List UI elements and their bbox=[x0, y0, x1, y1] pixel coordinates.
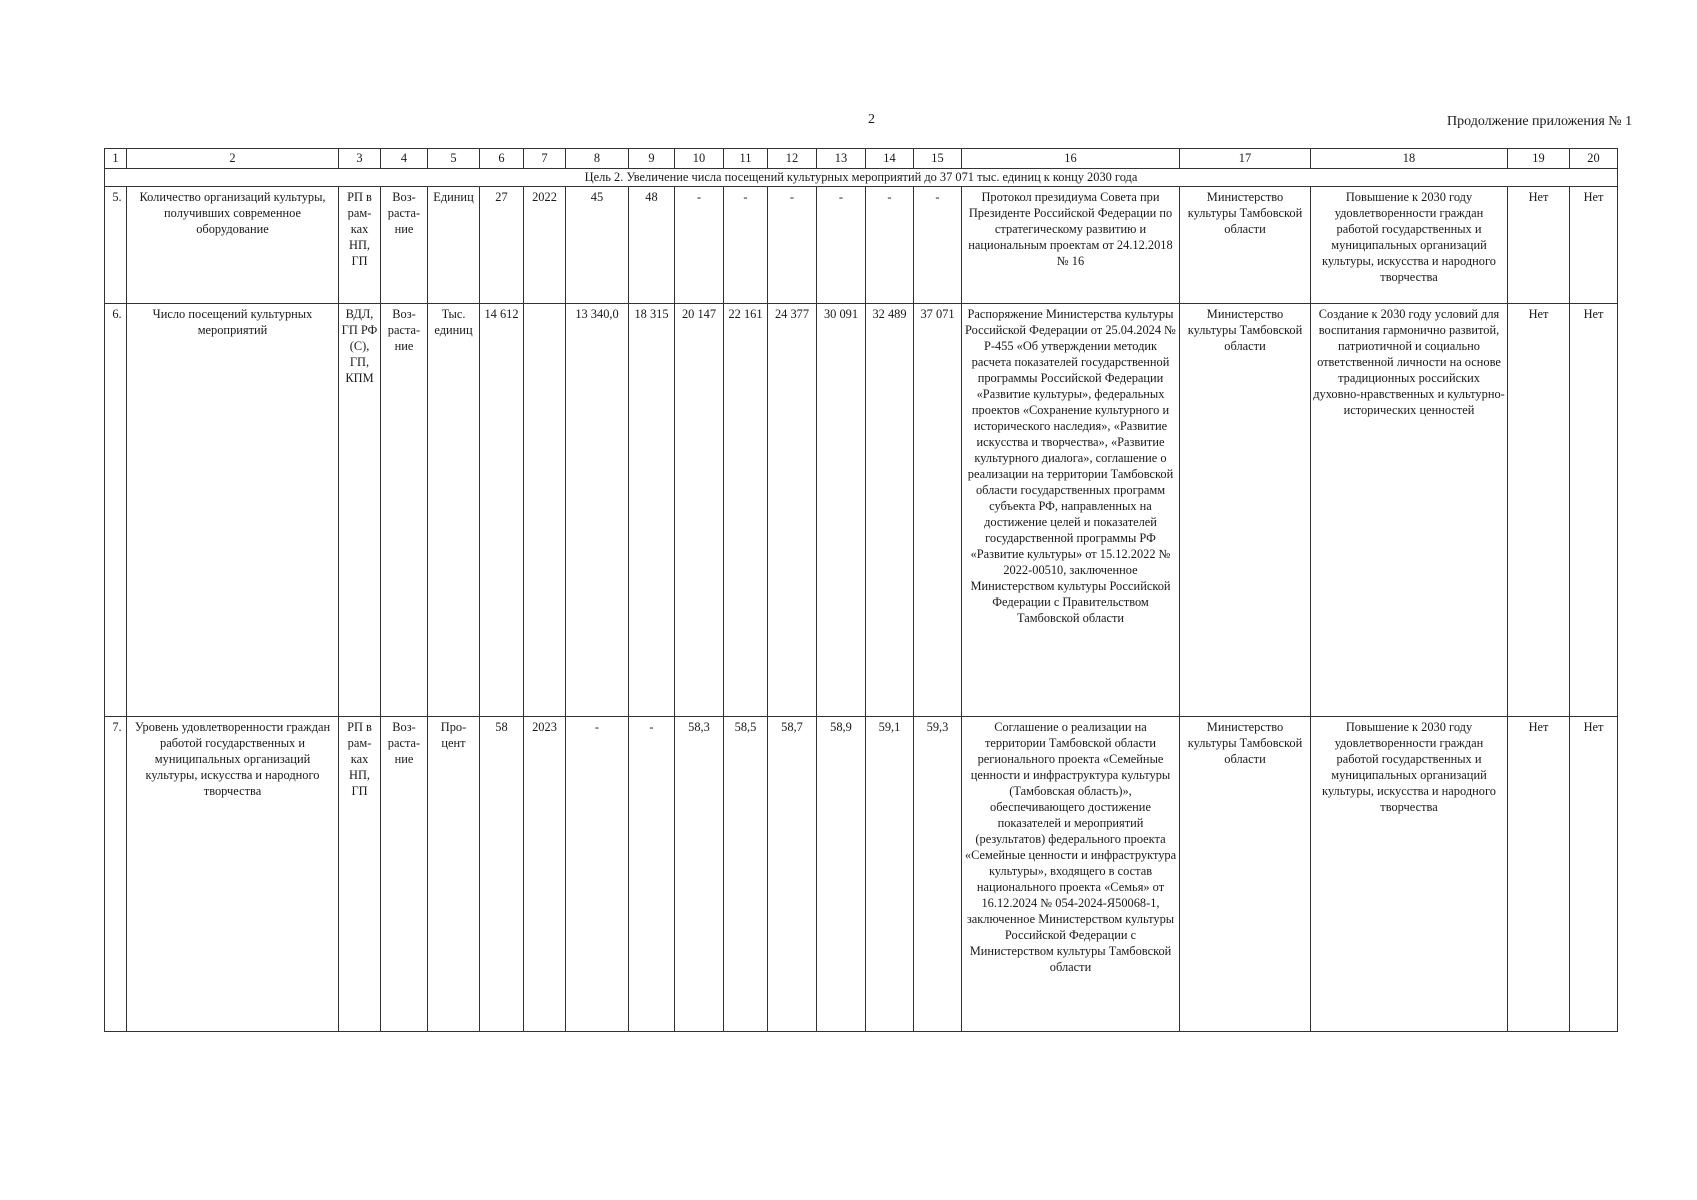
responsible-cell: Министерство культуры Тамбовской области bbox=[1180, 717, 1311, 1032]
link-cell: Создание к 2030 году условий для воспитания гармонично развитой, патриотичной и социально ответственной личности на основе традиционных российских духовно-нравственных и культурно-исторических ценностей bbox=[1311, 304, 1508, 717]
table-row bbox=[105, 717, 1618, 1032]
indicator-level: РП в рам-ках НП, ГП bbox=[339, 717, 381, 1032]
value-cell: 22 161 bbox=[724, 304, 768, 717]
value-cell: 58,5 bbox=[724, 717, 768, 1032]
value-cell: 48 bbox=[629, 187, 675, 304]
indicator-name: Количество организаций культуры, получивших современное оборудование bbox=[127, 187, 339, 304]
responsible-cell: Министерство культуры Тамбовской области bbox=[1180, 304, 1311, 717]
value-cell: 37 071 bbox=[914, 304, 962, 717]
header-cell: 20 bbox=[1570, 149, 1618, 169]
table-row bbox=[105, 304, 1618, 717]
value-cell: 30 091 bbox=[817, 304, 866, 717]
base-year: 2023 bbox=[524, 717, 566, 1032]
header-cell: 7 bbox=[524, 149, 566, 169]
value-cell: 59,3 bbox=[914, 717, 962, 1032]
base-value: 14 612 bbox=[480, 304, 524, 717]
value-cell: - bbox=[866, 187, 914, 304]
indicator-unit: Про-цент bbox=[428, 717, 480, 1032]
header-cell: 5 bbox=[428, 149, 480, 169]
value-cell: - bbox=[724, 187, 768, 304]
link-cell: Повышение к 2030 году удовлетворенности граждан работой государственных и муниципальных организаций культуры, искусства и народного творчества bbox=[1311, 187, 1508, 304]
header-cell: 6 bbox=[480, 149, 524, 169]
indicator-unit: Тыс. единиц bbox=[428, 304, 480, 717]
header-cell: 15 bbox=[914, 149, 962, 169]
indicator-trend: Воз-раста-ние bbox=[381, 717, 428, 1032]
indicator-trend: Воз-раста-ние bbox=[381, 304, 428, 717]
flag-cell: Нет bbox=[1570, 304, 1618, 717]
value-cell: 58,3 bbox=[675, 717, 724, 1032]
indicator-unit: Единиц bbox=[428, 187, 480, 304]
document-cell: Соглашение о реализации на территории Тамбовской области регионального проекта «Семейные ценности и инфраструктура культуры (Тамбовская область)», обеспечивающего достижение показателей и мероприятий (результатов) федерального проекта «Семейные ценности и инфраструктура культуры», входящего в состав национального проекта «Семья» от 16.12.2024 № 054-2024-Я50068-1, заключенное Министерством культуры Российской Федерации с Министерством культуры Тамбовской области bbox=[962, 717, 1180, 1032]
indicator-level: РП в рам-ках НП, ГП bbox=[339, 187, 381, 304]
header-cell: 11 bbox=[724, 149, 768, 169]
header-row bbox=[105, 149, 1618, 169]
goal-title: Цель 2. Увеличение числа посещений культурных мероприятий до 37 071 тыс. единиц к концу 2030 года bbox=[105, 169, 1618, 187]
header-cell: 10 bbox=[675, 149, 724, 169]
header-cell: 9 bbox=[629, 149, 675, 169]
value-cell: - bbox=[768, 187, 817, 304]
header-cell: 18 bbox=[1311, 149, 1508, 169]
value-cell: 24 377 bbox=[768, 304, 817, 717]
header-cell: 19 bbox=[1508, 149, 1570, 169]
value-cell: 32 489 bbox=[866, 304, 914, 717]
header-cell: 2 bbox=[127, 149, 339, 169]
header-cell: 3 bbox=[339, 149, 381, 169]
document-cell: Протокол президиума Совета при Президенте Российской Федерации по стратегическому развитию и национальным проектам от 24.12.2018 № 16 bbox=[962, 187, 1180, 304]
value-cell: - bbox=[566, 717, 629, 1032]
value-cell: 20 147 bbox=[675, 304, 724, 717]
base-value: 58 bbox=[480, 717, 524, 1032]
base-value: 27 bbox=[480, 187, 524, 304]
indicator-level: ВДЛ, ГП РФ (С), ГП, КПМ bbox=[339, 304, 381, 717]
value-cell: 58,7 bbox=[768, 717, 817, 1032]
indicator-name: Уровень удовлетворенности граждан работой государственных и муниципальных организаций культуры, искусства и народного творчества bbox=[127, 717, 339, 1032]
indicators-table bbox=[104, 148, 1618, 1032]
header-cell: 13 bbox=[817, 149, 866, 169]
page-number: 2 bbox=[868, 112, 875, 127]
value-cell: 18 315 bbox=[629, 304, 675, 717]
value-cell: - bbox=[914, 187, 962, 304]
row-number: 7. bbox=[105, 717, 127, 1032]
header-cell: 17 bbox=[1180, 149, 1311, 169]
row-number: 6. bbox=[105, 304, 127, 717]
continuation-label: Продолжение приложения № 1 bbox=[1447, 114, 1633, 129]
header-cell: 1 bbox=[105, 149, 127, 169]
value-cell: 45 bbox=[566, 187, 629, 304]
header-cell: 14 bbox=[866, 149, 914, 169]
table-row bbox=[105, 187, 1618, 304]
flag-cell: Нет bbox=[1570, 717, 1618, 1032]
flag-cell: Нет bbox=[1508, 187, 1570, 304]
responsible-cell: Министерство культуры Тамбовской области bbox=[1180, 187, 1311, 304]
value-cell: 59,1 bbox=[866, 717, 914, 1032]
header-cell: 8 bbox=[566, 149, 629, 169]
header-cell: 4 bbox=[381, 149, 428, 169]
flag-cell: Нет bbox=[1508, 717, 1570, 1032]
link-cell: Повышение к 2030 году удовлетворенности граждан работой государственных и муниципальных организаций культуры, искусства и народного творчества bbox=[1311, 717, 1508, 1032]
flag-cell: Нет bbox=[1508, 304, 1570, 717]
value-cell: - bbox=[629, 717, 675, 1032]
goal-row bbox=[105, 169, 1618, 187]
header-cell: 12 bbox=[768, 149, 817, 169]
header-cell: 16 bbox=[962, 149, 1180, 169]
base-year bbox=[524, 304, 566, 717]
value-cell: - bbox=[675, 187, 724, 304]
flag-cell: Нет bbox=[1570, 187, 1618, 304]
value-cell: 58,9 bbox=[817, 717, 866, 1032]
base-year: 2022 bbox=[524, 187, 566, 304]
value-cell: - bbox=[817, 187, 866, 304]
document-cell: Распоряжение Министерства культуры Российской Федерации от 25.04.2024 № Р-455 «Об утверждении методик расчета показателей государственной программы Российской Федерации «Развитие культуры», федеральных проектов «Сохранение культурного и исторического наследия», «Развитие искусства и творчества», «Развитие культурного диалога», соглашение о реализации на территории Тамбовской области государственных программ субъекта РФ, направленных на достижение целей и показателей государственной программы РФ «Развитие культуры» от 15.12.2022 № 2022-00510, заключенное Министерством культуры Российской Федерации с Правительством Тамбовской области bbox=[962, 304, 1180, 717]
indicator-name: Число посещений культурных мероприятий bbox=[127, 304, 339, 717]
indicator-trend: Воз-раста-ние bbox=[381, 187, 428, 304]
row-number: 5. bbox=[105, 187, 127, 304]
value-cell: 13 340,0 bbox=[566, 304, 629, 717]
